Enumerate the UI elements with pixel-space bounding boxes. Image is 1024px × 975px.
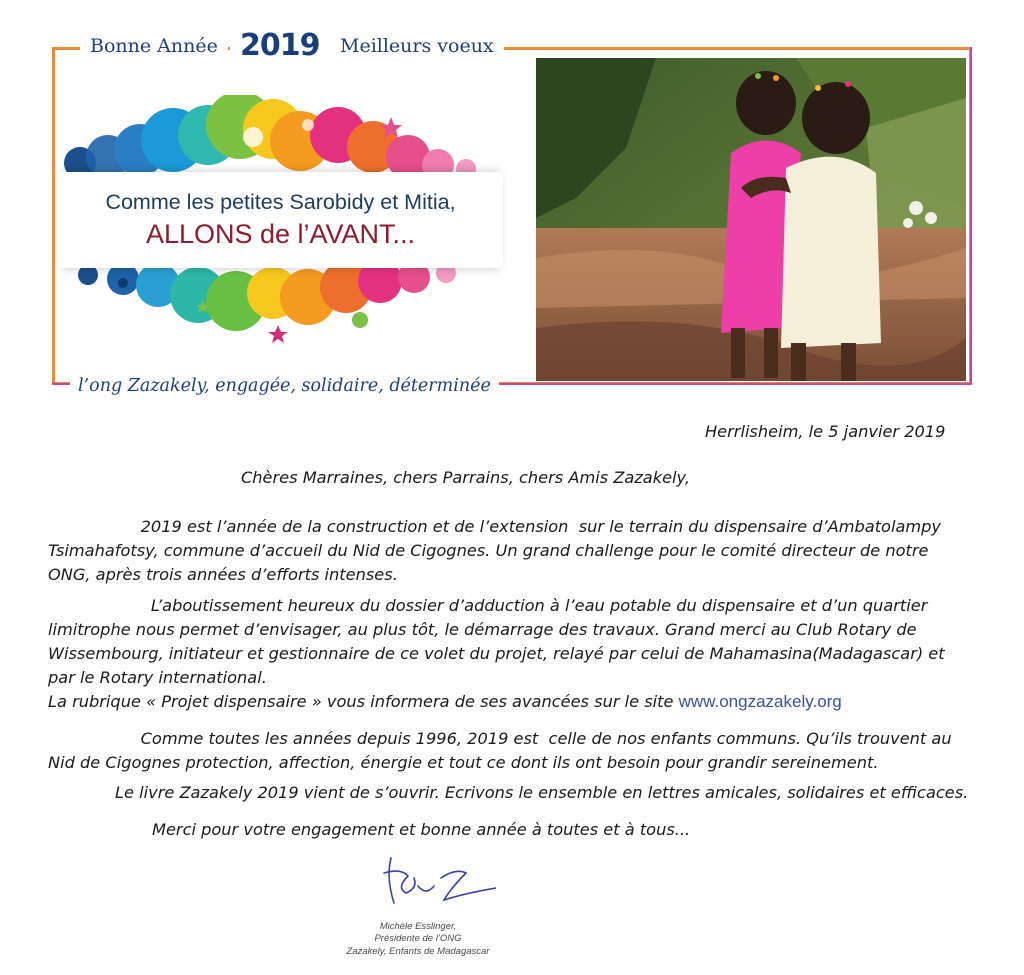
ong-tagline: l’ong Zazakely, engagée, solidaire, déterminée	[70, 372, 499, 400]
paragraph-line: limitrophe nous permet d’envisager, au plus tôt, le démarrage des travaux. Grand merci au Club Rotary de	[48, 620, 917, 639]
signatory-title: Présidente de l’ONG	[374, 933, 462, 944]
signatory-organization: Zazakely, Enfants de Madagascar	[346, 946, 490, 957]
paragraph-line: 2019 est l’année de la construction et de l’extension sur le terrain du dispensaire d’Ambatolampy	[48, 517, 941, 536]
slogan-line-1: Comme les petites Sarobidy et Mitia,	[105, 190, 456, 214]
paragraph-line: Nid de Cigognes protection, affection, énergie et tout ce dont ils ont besoin pour grandir sereinement.	[48, 753, 879, 772]
slogan-band	[58, 172, 503, 268]
letter-date: Herrlisheim, le 5 janvier 2019	[705, 422, 946, 441]
greeting-meilleurs-voeux: Meilleurs voeux	[330, 30, 504, 62]
paragraph-book: Le livre Zazakely 2019 vient de s’ouvrir. Ecrivons le ensemble en lettres amicales, solidaires et efficaces.	[115, 783, 969, 802]
paragraph-line: Wissembourg, initiateur et gestionnaire de ce volet du projet, relayé par celui de Mahamasina(Madagascar) et	[48, 644, 945, 663]
paragraph-line: ONG, après trois années d’efforts intenses.	[48, 565, 398, 584]
letter-salutation: Chères Marraines, chers Parrains, chers Amis Zazakely,	[241, 468, 691, 487]
signatory-name: Michèle Esslinger,	[379, 921, 457, 932]
handwritten-signature	[356, 848, 496, 918]
slogan-line-2: ALLONS de l’AVANT...	[145, 219, 416, 249]
letter-closing: Merci pour votre engagement et bonne année à toutes et à tous...	[152, 820, 691, 839]
website-link[interactable]: www.ongzazakely.org	[678, 692, 842, 711]
paragraph-construction	[48, 515, 941, 587]
paragraph-line: par le Rotary international.	[48, 668, 267, 687]
greeting-year: 2019	[230, 30, 330, 62]
paragraph-line: L’aboutissement heureux du dossier d’adduction à l’eau potable du dispensaire et d’un quartier	[48, 596, 928, 615]
paragraph-website-text: La rubrique « Projet dispensaire » vous informera de ses avancées sur le site	[48, 692, 679, 711]
paragraph-children	[48, 727, 952, 775]
signature-block	[336, 848, 506, 973]
greeting-bonne-annee: Bonne Année	[80, 30, 228, 62]
paragraph-water-supply	[48, 594, 945, 714]
paragraph-website-line	[48, 690, 945, 714]
paragraph-line: Tsimahafotsy, commune d’accueil du Nid de Cigognes. Un grand challenge pour le comité directeur de notre	[48, 541, 929, 560]
paragraph-line: Comme toutes les années depuis 1996, 2019 est celle de nos enfants communs. Qu’ils trouvent au	[48, 729, 952, 748]
children-photo	[536, 58, 966, 381]
